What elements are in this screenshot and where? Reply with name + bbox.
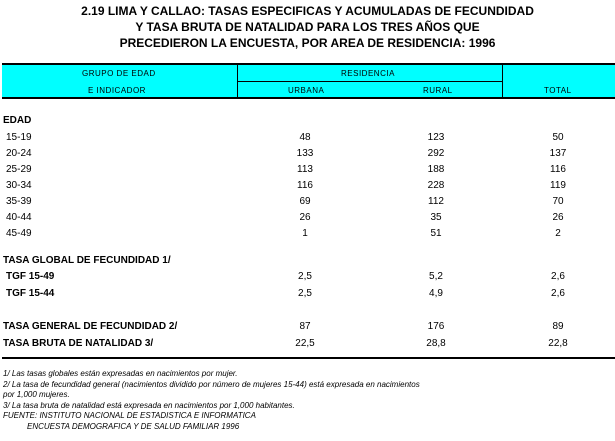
table-row [0, 287, 615, 300]
cell-rural: 5,2 [429, 271, 443, 282]
cell-urbana: 26 [299, 212, 311, 223]
cell-total: 22,8 [548, 338, 568, 349]
cell-total: 26 [552, 212, 564, 223]
cell-rural: 35 [430, 212, 442, 223]
cell-rural: 112 [428, 196, 444, 207]
table-row [0, 131, 615, 144]
cell-rural: 228 [427, 180, 445, 191]
section-tgf [0, 254, 615, 267]
cell-rural: 51 [430, 228, 442, 239]
section-tgf-label: TASA GLOBAL DE FECUNDIDAD 1/ [3, 255, 171, 266]
header-total: TOTAL [544, 86, 572, 95]
row-label: 15-19 [6, 132, 32, 143]
row-label: 20-24 [6, 148, 32, 159]
footnote-2-cont: por 1,000 mujeres. [3, 390, 70, 399]
row-label: TASA BRUTA DE NATALIDAD 3/ [3, 338, 154, 349]
header-residencia: RESIDENCIA [341, 69, 395, 78]
table-row [0, 163, 615, 176]
cell-urbana: 116 [297, 180, 313, 191]
row-label: 45-49 [6, 228, 32, 239]
cell-total: 137 [549, 148, 567, 159]
table-row [0, 195, 615, 208]
title-line-2: Y TASA BRUTA DE NATALIDAD PARA LOS TRES AÑOS QUE [135, 20, 480, 34]
cell-urbana: 69 [299, 196, 311, 207]
cell-total: 116 [550, 164, 566, 175]
header-divider-residencia [238, 81, 503, 82]
header-group-line2: E INDICADOR [88, 86, 146, 95]
header-urbana: URBANA [288, 86, 325, 95]
cell-urbana: 2,5 [298, 288, 312, 299]
table-row [0, 227, 615, 240]
row-label: TGF 15-49 [6, 271, 55, 282]
table-row [0, 179, 615, 192]
cell-total: 89 [552, 321, 564, 332]
cell-rural: 292 [427, 148, 445, 159]
title-line-3: PRECEDIERON LA ENCUESTA, POR AREA DE RESIDENCIA: 1996 [119, 36, 496, 50]
cell-total: 2,6 [551, 271, 565, 282]
source-line-1: FUENTE: INSTITUTO NACIONAL DE ESTADISTICA E INFORMATICA [3, 411, 256, 420]
row-label: 40-44 [6, 212, 32, 223]
row-label: TASA GENERAL DE FECUNDIDAD 2/ [3, 321, 178, 332]
row-label: 30-34 [6, 180, 32, 191]
cell-rural: 4,9 [429, 288, 443, 299]
table-row [0, 270, 615, 283]
footnote-1: 1/ Las tasas globales están expresadas en nacimientos por mujer. [3, 369, 238, 378]
cell-rural: 28,8 [426, 338, 446, 349]
table-title [0, 3, 615, 51]
cell-total: 2 [555, 228, 561, 239]
cell-rural: 123 [427, 132, 445, 143]
table-row-general [0, 320, 615, 333]
footnote-2: 2/ La tasa de fecundidad general (nacimientos dividido por número de mujeres 15-44) está expresada en nacimientos [3, 379, 420, 389]
table-row [0, 211, 615, 224]
title-line-1: 2.19 LIMA Y CALLAO: TASAS ESPECIFICAS Y ACUMULADAS DE FECUNDIDAD [81, 4, 534, 18]
table-bottom-rule [2, 357, 615, 359]
cell-urbana: 133 [296, 148, 314, 159]
row-label: 35-39 [6, 196, 32, 207]
table-header [2, 63, 615, 99]
cell-total: 50 [552, 132, 564, 143]
footnotes [3, 369, 613, 432]
row-label: TGF 15-44 [6, 288, 55, 299]
footnote-3: 3/ La tasa bruta de natalidad está expresada en nacimientos por 1,000 habitantes. [3, 400, 295, 410]
cell-urbana: 22,5 [295, 338, 315, 349]
cell-total: 2,6 [551, 288, 565, 299]
section-edad-label: EDAD [3, 115, 32, 126]
table-row-bruta [0, 337, 615, 350]
cell-total: 70 [552, 196, 564, 207]
cell-rural: 188 [427, 164, 445, 175]
cell-urbana: 113 [297, 164, 313, 175]
cell-urbana: 2,5 [298, 271, 312, 282]
cell-urbana: 1 [302, 228, 308, 239]
section-edad [0, 114, 615, 127]
cell-urbana: 48 [299, 132, 311, 143]
source-line-2: ENCUESTA DEMOGRAFICA Y DE SALUD FAMILIAR 1996 [27, 421, 240, 431]
header-rural: RURAL [423, 86, 453, 95]
row-label: 25-29 [6, 164, 32, 175]
header-group-line1: GRUPO DE EDAD [82, 69, 156, 78]
cell-urbana: 87 [299, 321, 311, 332]
cell-total: 119 [550, 180, 566, 191]
table-row [0, 147, 615, 160]
cell-rural: 176 [427, 321, 445, 332]
